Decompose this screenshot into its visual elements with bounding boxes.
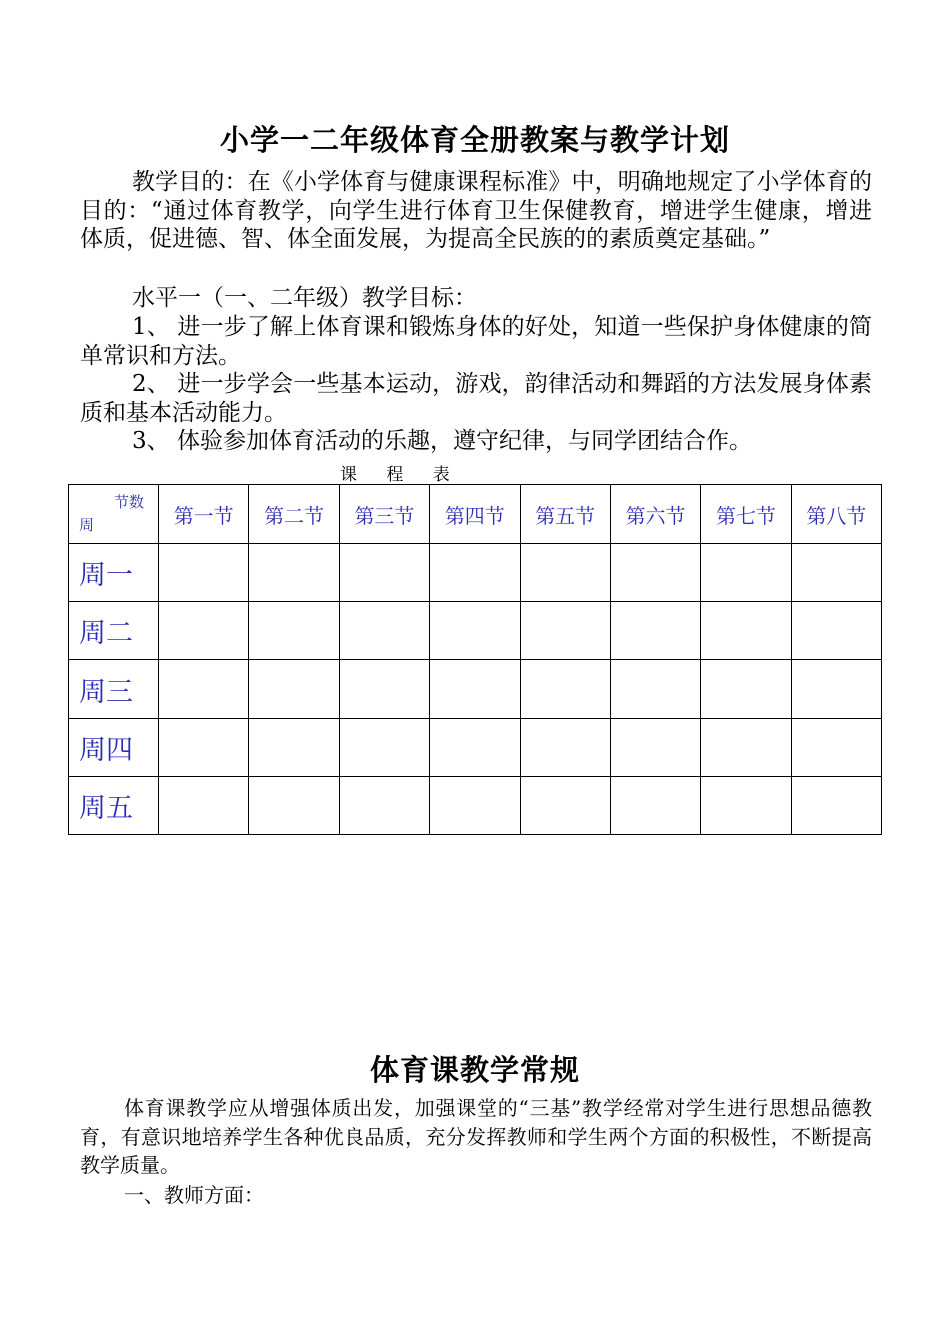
document-title: 小学一二年级体育全册教案与教学计划: [219, 123, 730, 157]
period-header-6: 第六节: [610, 485, 700, 544]
table-row: [69, 718, 882, 776]
schedule-cell: [159, 718, 249, 776]
schedule-cell: [791, 602, 881, 660]
period-header-2: 第二节: [249, 485, 339, 544]
day-friday: 周五: [69, 776, 159, 834]
teaching-purpose-paragraph: 教学目的：在《小学体育与健康课程标准》中，明确地规定了小学体育的目的：“通过体育教学，向学生进行体育卫生保健教育，增进学生健康，增进体质，促进德、智、体全面发展，为提高全民族的的素质奠定基础。”: [80, 169, 872, 252]
schedule-cell: [520, 660, 610, 718]
schedule-cell: [339, 660, 429, 718]
goal-item-1: 1、 进一步了解上体育课和锻炼身体的好处，知道一些保护身体健康的简单常识和方法。: [80, 314, 872, 369]
corner-periods-label: 节数: [113, 493, 144, 512]
period-header-4: 第四节: [430, 485, 520, 544]
schedule-cell: [430, 660, 520, 718]
schedule-cell: [610, 718, 700, 776]
corner-header-cell: [69, 485, 159, 544]
schedule-cell: [701, 602, 791, 660]
section-title: 体育课教学常规: [369, 1053, 580, 1087]
day-thursday: 周四: [69, 718, 159, 776]
period-header-7: 第七节: [701, 485, 791, 544]
schedule-cell: [791, 718, 881, 776]
schedule-cell: [339, 602, 429, 660]
table-row: [69, 544, 882, 602]
schedule-cell: [610, 660, 700, 718]
table-row: [69, 602, 882, 660]
schedule-cell: [701, 718, 791, 776]
schedule-cell: [610, 776, 700, 834]
schedule-cell: [159, 660, 249, 718]
schedule-cell: [339, 776, 429, 834]
day-tuesday: 周二: [69, 602, 159, 660]
schedule-cell: [520, 544, 610, 602]
schedule-table: [68, 484, 882, 835]
schedule-cell: [159, 544, 249, 602]
corner-week-label: 周: [79, 516, 95, 535]
table-row: [69, 660, 882, 718]
day-wednesday: 周三: [69, 660, 159, 718]
day-monday: 周一: [69, 544, 159, 602]
schedule-cell: [339, 544, 429, 602]
schedule-cell: [430, 602, 520, 660]
schedule-cell: [430, 718, 520, 776]
schedule-cell: [701, 776, 791, 834]
schedule-cell: [159, 776, 249, 834]
level-one-heading: 水平一（一、二年级）教学目标：: [132, 285, 477, 311]
schedule-cell: [701, 660, 791, 718]
schedule-cell: [430, 776, 520, 834]
schedule-cell: [520, 718, 610, 776]
schedule-cell: [791, 660, 881, 718]
goal-item-3: 3、 体验参加体育活动的乐趣，遵守纪律，与同学团结合作。: [132, 428, 752, 454]
schedule-cell: [249, 718, 339, 776]
teacher-section-heading: 一、教师方面：: [124, 1183, 264, 1207]
table-row: [69, 776, 882, 834]
schedule-cell: [520, 776, 610, 834]
period-header-1: 第一节: [159, 485, 249, 544]
intro-paragraph: 体育课教学应从增强体质出发，加强课堂的“三基”教学经常对学生进行思想品德教育，有意识地培养学生各种优良品质，充分发挥教师和学生两个方面的积极性，不断提高教学质量。: [80, 1096, 872, 1177]
schedule-caption: 课 程 表: [340, 465, 462, 485]
period-header-3: 第三节: [339, 485, 429, 544]
schedule-cell: [430, 544, 520, 602]
schedule-cell: [520, 602, 610, 660]
goal-item-2: 2、 进一步学会一些基本运动，游戏，韵律活动和舞蹈的方法发展身体素质和基本活动能力。: [80, 371, 872, 426]
schedule-cell: [249, 660, 339, 718]
schedule-cell: [610, 544, 700, 602]
schedule-cell: [791, 776, 881, 834]
schedule-cell: [339, 718, 429, 776]
schedule-cell: [159, 602, 249, 660]
schedule-cell: [249, 776, 339, 834]
period-header-8: 第八节: [791, 485, 881, 544]
period-header-5: 第五节: [520, 485, 610, 544]
schedule-cell: [610, 602, 700, 660]
schedule-cell: [701, 544, 791, 602]
schedule-cell: [249, 602, 339, 660]
schedule-cell: [249, 544, 339, 602]
schedule-cell: [791, 544, 881, 602]
